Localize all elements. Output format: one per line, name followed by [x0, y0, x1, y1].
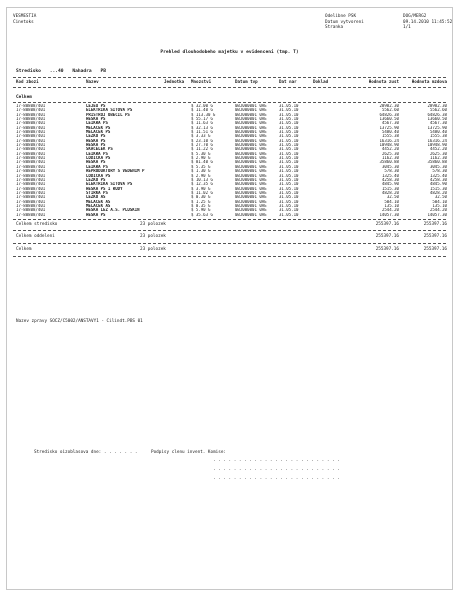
total-count: 23 polozek — [140, 234, 166, 239]
cell-amt2: 504.10 — [432, 199, 447, 204]
cell-qty: $ 0.30 G — [191, 195, 211, 200]
col-header: Kod zbozi — [16, 79, 39, 84]
cell-nr: 31.05.10 — [279, 121, 299, 126]
cell-amt: 504.10 — [384, 199, 399, 204]
cell-tax: 0BJ000001 0AE — [235, 138, 267, 143]
signature-right: Podpisy clenu invent. Komise: — [151, 450, 227, 455]
cell-name: LEJEU PS — [86, 104, 106, 108]
total-count: 23 polozek — [140, 247, 166, 252]
cell-amt2: 1515.30 — [429, 186, 447, 191]
divider — [13, 102, 446, 103]
header-left-line: Cinetoks — [13, 19, 34, 25]
cell-nr: 31.05.10 — [279, 160, 299, 165]
col-header: Hodnota mzdova — [411, 79, 447, 84]
signature-line: . . . . . . . . . . . . . . . . . . . . . . . . . — [213, 476, 340, 481]
cell-tax: 0BJ000001 0AE — [235, 104, 267, 108]
cell-nr: 31.05.10 — [279, 143, 299, 148]
cell-code: 17-80808/401 — [16, 130, 46, 135]
cell-code: 17-80808/401 — [16, 147, 46, 152]
divider — [13, 77, 446, 78]
cell-amt2: 4567.30 — [429, 121, 447, 126]
cell-qty: $ 23.10 G — [191, 138, 213, 143]
header-right-label: Stranka — [325, 25, 344, 30]
cell-tax: 0BJ000001 0AE — [235, 164, 267, 169]
cell-name: MELACEK AS — [86, 203, 111, 208]
cell-nr: 31.05.10 — [279, 195, 299, 200]
cell-code: 17-80808/401 — [16, 125, 46, 130]
cell-amt: 1325.40 — [381, 173, 399, 178]
cell-code: 17-80808/401 — [16, 108, 46, 113]
cell-tax: 0BJ000001 0AE — [235, 199, 267, 204]
divider — [13, 87, 446, 88]
cell-nr: 31.05.10 — [279, 117, 299, 122]
cell-code: 17-80808/401 — [16, 143, 46, 148]
cell-qty: $ 11.40 G — [191, 108, 213, 113]
header-right-value: DOG/MERG2 — [403, 14, 427, 19]
cell-amt2: 4258.30 — [429, 177, 447, 182]
header-right-value: 1/1 — [403, 25, 411, 30]
cell-tax: 0BJ000001 0AE — [235, 208, 267, 213]
cell-name: HESKA PS 1 RUDY — [86, 186, 123, 191]
cell-name: PRISTROJ OBECIL PS — [86, 112, 130, 117]
cell-name: HESKA PS — [86, 143, 106, 148]
cell-amt2: 578.30 — [432, 169, 447, 174]
col-header: Datum tvp — [235, 79, 258, 84]
cell-name: HESKA PS — [86, 138, 106, 143]
cell-amt: 16316.24 — [379, 138, 399, 143]
report-note: Nazev zpravy SOCZ/C5002/ANSTAVY1 - Cilindt.PBS 01 — [16, 319, 143, 324]
total-label: Celkem oddeleni — [16, 234, 55, 239]
cell-name: STIRKA PS — [86, 190, 108, 195]
cell-code: 17-80808/401 — [16, 173, 46, 178]
cell-nr: 31.05.10 — [279, 177, 299, 182]
cell-nr: 31.05.10 — [279, 147, 299, 152]
cell-code: 17-80808/401 — [16, 199, 46, 204]
header-right — [325, 14, 453, 31]
cell-tax: 0BJ000001 0AE — [235, 147, 267, 152]
cell-name: LEIKRA PS — [86, 151, 108, 156]
cell-code: 17-80808/401 — [16, 160, 46, 165]
cell-code: 17-80808/401 — [16, 117, 46, 122]
cell-amt: 64826.38 — [379, 112, 399, 117]
cell-amt: 35860.88 — [379, 160, 399, 165]
cell-qty: $ 1.25 G — [191, 199, 211, 204]
cell-amt2: 28982.30 — [427, 104, 447, 108]
report-page — [6, 7, 453, 590]
cell-amt: 5480.40 — [381, 130, 399, 135]
col-header: Hodnota zust — [368, 79, 399, 84]
cell-amt2: 5562.60 — [429, 108, 447, 113]
cell-qty: $ 81.40 G — [191, 160, 213, 165]
cell-amt: 32.50 — [386, 195, 399, 200]
cell-amt2: 10948.90 — [427, 143, 447, 148]
cell-name: HESKA PS — [86, 117, 106, 122]
cell-amt2: 14057.30 — [427, 212, 447, 217]
cell-name: LODICKA PS — [86, 156, 111, 161]
cell-code: 17-80808/401 — [16, 164, 46, 169]
total-value: 255397.16 — [375, 234, 399, 239]
cell-name: LEZKO PS — [86, 177, 106, 182]
cell-qty: $ 0.35 G — [191, 203, 211, 208]
cell-qty: $ 2.90 G — [191, 156, 211, 161]
cell-code: 17-80808/401 — [16, 195, 46, 200]
report-meta — [16, 69, 112, 74]
cell-nr: 31.05.10 — [279, 130, 299, 135]
cell-tax: 0BJ000001 0AE — [235, 143, 267, 148]
cell-qty: $ 10.13 G — [191, 177, 213, 182]
cell-nr: 31.05.10 — [279, 125, 299, 130]
cell-amt: 10948.90 — [379, 143, 399, 148]
storage-label: Stredisko — [16, 69, 41, 74]
cell-amt: 4258.30 — [381, 177, 399, 182]
cell-amt2: 4828.20 — [429, 190, 447, 195]
cell-amt: 28982.30 — [379, 104, 399, 108]
cell-tax: 0BJ000001 0AE — [235, 121, 267, 126]
table-row — [13, 213, 446, 217]
cell-nr: 31.05.10 — [279, 208, 299, 213]
cell-amt2: 1325.40 — [429, 173, 447, 178]
signature-line: . . . . . . . . . . . . . . . . . . . . . . . . . — [213, 458, 340, 463]
cell-code: 17-80808/401 — [16, 169, 46, 174]
cell-name: ELEKTRIKA SITOVA PS — [86, 182, 133, 187]
cell-nr: 31.05.10 — [279, 134, 299, 139]
cell-qty: $ 113.30 G — [191, 112, 216, 117]
header-right-value: 09.14.2010 11:45:52 — [403, 19, 453, 25]
cell-qty: $ 27.70 G — [191, 143, 213, 148]
cell-code: 17-80808/401 — [16, 112, 46, 117]
cell-tax: 0BJ000001 0AE — [235, 177, 267, 182]
cell-amt: 4828.20 — [381, 190, 399, 195]
total-count: 23 polozek — [140, 222, 166, 227]
cell-code: 17-80808/401 — [16, 177, 46, 182]
cell-amt2: 135.10 — [432, 203, 447, 208]
header-right-label: Datum vytvoreni — [325, 19, 364, 25]
header-left-line: VESMESTIA — [13, 14, 37, 19]
cell-nr: 31.05.10 — [279, 212, 299, 217]
cell-tax: 0BJ000001 0AE — [235, 125, 267, 130]
report-title: Prehled dlouhodobeho majetku v evidenceni (tmp. T) — [160, 50, 299, 55]
cell-name: MELACEK AS — [86, 199, 111, 204]
cell-amt2: 1162.30 — [429, 156, 447, 161]
total-value: 255397.16 — [375, 247, 399, 252]
cell-qty: $ 11.63 G — [191, 121, 213, 126]
divider — [13, 230, 446, 231]
cell-name: LEZKO AS — [86, 195, 106, 200]
column-headers — [13, 79, 446, 86]
cell-amt: 1515.30 — [381, 186, 399, 191]
cell-code: 17-80808/401 — [16, 104, 46, 108]
col-header: Mnozstvi — [191, 79, 212, 84]
total-row — [13, 247, 446, 253]
cell-code: 17-80808/401 — [16, 186, 46, 191]
header-left — [13, 14, 36, 25]
cell-amt2: 64826.38 — [427, 112, 447, 117]
cell-amt2: 1555.38 — [429, 134, 447, 139]
cell-amt: 13725.90 — [379, 125, 399, 130]
cell-tax: 0BJ000001 0AE — [235, 130, 267, 135]
cell-amt2: 13660.50 — [427, 117, 447, 122]
cell-qty: $ 35.63 G — [191, 212, 213, 217]
cell-amt2: 32.50 — [434, 195, 447, 200]
col-header: Doklad — [313, 79, 329, 84]
cell-qty: $ 5.90 G — [191, 208, 211, 213]
divider — [13, 256, 446, 257]
cell-amt2: 4845.90 — [429, 182, 447, 187]
cell-qty: $ 11.02 G — [191, 190, 213, 195]
cell-nr: 31.05.10 — [279, 104, 299, 108]
cell-qty: $ 5.35 G — [191, 164, 211, 169]
cell-name: SKACELEK PS — [86, 147, 113, 152]
cell-tax: 0BJ000001 0AE — [235, 212, 267, 217]
cell-tax: 0BJ000001 0AE — [235, 151, 267, 156]
cell-qty: $ 32.00 G — [191, 104, 213, 108]
cell-name: LEIKRA PS — [86, 164, 108, 169]
cell-amt2: 16316.24 — [427, 138, 447, 143]
cell-code: 17-80808/401 — [16, 190, 46, 195]
cell-code: 17-80808/401 — [16, 138, 46, 143]
cell-amt2: 35860.88 — [427, 160, 447, 165]
cell-tax: 0BJ000001 0AE — [235, 182, 267, 187]
total-row — [13, 222, 446, 228]
cell-nr: 31.05.10 — [279, 203, 299, 208]
cell-name: REPRODUKTORY S VEDENIM P — [86, 169, 145, 174]
cell-amt2: 3045.30 — [429, 164, 447, 169]
cell-name: ELEKTRIKA SITOVA PS — [86, 108, 133, 113]
cell-amt: 13660.50 — [379, 117, 399, 122]
cell-amt: 2544.20 — [381, 208, 399, 213]
cell-qty: $ 11.22 G — [191, 147, 213, 152]
header-right-label: Odelibne PSK — [325, 14, 357, 19]
cell-name: LODICKA PS — [86, 173, 111, 178]
cell-name: HESKA PS — [86, 212, 106, 217]
cell-code: 17-80808/401 — [16, 121, 46, 126]
cell-qty: $ 5.30 G — [191, 151, 211, 156]
cell-amt2: 13725.90 — [427, 125, 447, 130]
cell-qty: $ 3.90 G — [191, 186, 211, 191]
total-value: 255397.16 — [423, 247, 447, 252]
dept-label: Nahadra — [72, 69, 92, 74]
cell-tax: 0BJ000001 0AE — [235, 186, 267, 191]
cell-amt: 4845.90 — [381, 182, 399, 187]
cell-nr: 31.05.10 — [279, 164, 299, 169]
cell-tax: 0BJ000001 0AE — [235, 112, 267, 117]
signature-line: . . . . . . . . . . . . . . . . . . . . . . . . . — [213, 467, 340, 472]
cell-tax: 0BJ000001 0AE — [235, 190, 267, 195]
dept-value: PB — [100, 69, 107, 74]
col-header: Dat nar — [279, 79, 297, 84]
cell-amt2: 5480.40 — [429, 130, 447, 135]
cell-name: LEZKO PS — [86, 134, 106, 139]
cell-nr: 31.05.10 — [279, 138, 299, 143]
group-label: Celkem — [16, 95, 32, 100]
total-value: 255397.16 — [375, 222, 399, 227]
cell-tax: 0BJ000001 0AE — [235, 156, 267, 161]
cell-name: HESKA LEZ A.S. PLUSKIN — [86, 208, 140, 213]
cell-nr: 31.05.10 — [279, 186, 299, 191]
divider — [13, 243, 446, 244]
cell-name: MELACEK PS — [86, 130, 111, 135]
cell-amt2: 4452.20 — [429, 147, 447, 152]
cell-name: HESKA PS — [86, 160, 106, 165]
cell-tax: 0BJ000001 0AE — [235, 169, 267, 174]
cell-amt2: 2625.30 — [429, 151, 447, 156]
col-header: Jednotka — [164, 79, 185, 84]
cell-amt: 4452.20 — [381, 147, 399, 152]
cell-amt: 3045.30 — [381, 164, 399, 169]
cell-code: 17-80808/401 — [16, 134, 46, 139]
cell-code: 17-80808/401 — [16, 156, 46, 161]
cell-amt: 578.30 — [384, 169, 399, 174]
total-label: Celkem stredisko — [16, 222, 58, 227]
signature-left: Stredisko oizoblasova dne: . . . . . . . — [34, 450, 138, 455]
cell-code: 17-80808/401 — [16, 212, 46, 217]
col-header: Nazev — [86, 79, 99, 84]
cell-nr: 31.05.10 — [279, 182, 299, 187]
cell-nr: 31.05.10 — [279, 151, 299, 156]
data-rows — [13, 104, 446, 217]
cell-name: MELACEK PS — [86, 125, 111, 130]
cell-nr: 31.05.10 — [279, 173, 299, 178]
cell-qty: $ 2.90 G — [191, 173, 211, 178]
cell-amt2: 2544.20 — [429, 208, 447, 213]
cell-nr: 31.05.10 — [279, 156, 299, 161]
total-value: 255397.16 — [423, 222, 447, 227]
cell-qty: $ 11.51 G — [191, 130, 213, 135]
cell-amt: 1555.38 — [381, 134, 399, 139]
cell-tax: 0BJ000001 0AE — [235, 108, 267, 113]
cell-qty: $ 1.30 G — [191, 169, 211, 174]
cell-nr: 31.05.10 — [279, 199, 299, 204]
cell-amt: 135.10 — [384, 203, 399, 208]
cell-qty: $ 12.35 G — [191, 182, 213, 187]
divider — [13, 219, 446, 220]
total-row — [13, 234, 446, 240]
cell-qty: $ 3.33 G — [191, 134, 211, 139]
cell-tax: 0BJ000001 0AE — [235, 160, 267, 165]
cell-nr: 31.05.10 — [279, 108, 299, 113]
total-value: 255397.16 — [423, 234, 447, 239]
cell-amt: 2625.30 — [381, 151, 399, 156]
cell-amt: 4567.30 — [381, 121, 399, 126]
cell-qty: $ 32.13 G — [191, 125, 213, 130]
cell-tax: 0BJ000001 0AE — [235, 203, 267, 208]
cell-code: 17-80808/401 — [16, 182, 46, 187]
cell-tax: 0BJ000001 0AE — [235, 117, 267, 122]
cell-tax: 0BJ000001 0AE — [235, 195, 267, 200]
cell-code: 17-80808/401 — [16, 151, 46, 156]
cell-nr: 31.05.10 — [279, 112, 299, 117]
storage-value: ...40 — [49, 69, 64, 74]
cell-code: 17-80808/401 — [16, 203, 46, 208]
cell-name: LEIKRA PS — [86, 121, 108, 126]
cell-qty: $ 55.17 G — [191, 117, 213, 122]
cell-code: 17-80808/401 — [16, 208, 46, 213]
cell-amt: 14057.30 — [379, 212, 399, 217]
cell-tax: 0BJ000001 0AE — [235, 134, 267, 139]
cell-amt: 5562.60 — [381, 108, 399, 113]
cell-nr: 31.05.10 — [279, 190, 299, 195]
cell-nr: 31.05.10 — [279, 169, 299, 174]
cell-tax: 0BJ000001 0AE — [235, 173, 267, 178]
cell-amt: 1162.30 — [381, 156, 399, 161]
total-label: Celkem — [16, 247, 32, 252]
